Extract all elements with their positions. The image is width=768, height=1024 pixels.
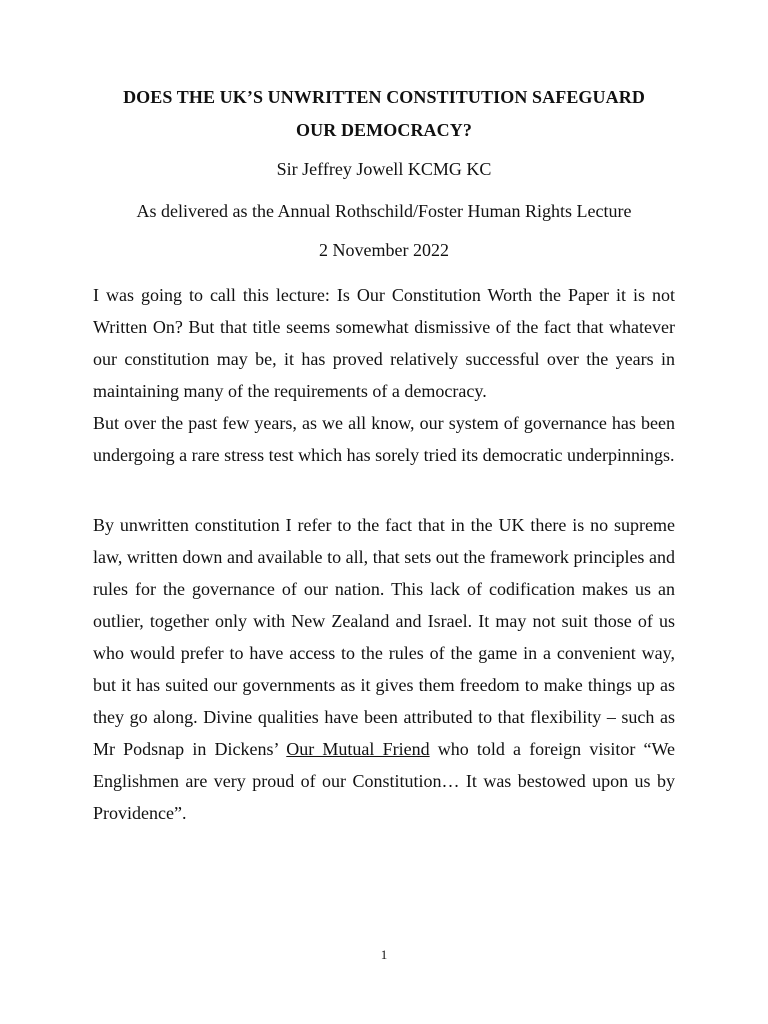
paragraph-3-text-after-book: who told a foreign visitor “We Englishmen are very proud of our Constitution… It was bestowed upon us by Providence”. (93, 739, 676, 823)
paragraph-1: I was going to call this lecture: Is Our Constitution Worth the Paper it is not Written On? But that title seems somewhat dismissive of the fact that whatever our constitution may be, it has proved relatively successful over the years in maintaining many of the requirements of a democracy. (93, 285, 675, 401)
document-title-line-1: DOES THE UK’S UNWRITTEN CONSTITUTION SAFEGUARD (123, 87, 645, 107)
paragraph-3 (93, 509, 675, 829)
book-title: Our Mutual Friend (286, 739, 430, 759)
paragraph-2: But over the past few years, as we all know, our system of governance has been undergoing a rare stress test which has sorely tried its democratic underpinnings. (93, 413, 675, 465)
lecture-subtitle: As delivered as the Annual Rothschild/Foster Human Rights Lecture (136, 201, 632, 221)
page-number: 1 (380, 947, 388, 962)
document-title-line-2: OUR DEMOCRACY? (296, 120, 472, 140)
lecture-date: 2 November 2022 (319, 240, 449, 260)
paragraph-3-text-before-book: By unwritten constitution I refer to the fact that in the UK there is no supreme law, written down and available to all, that sets out the framework principles and rules for the governance of our nation. This lack of codification makes us an outlier, together only with New Zealand and Israel. It may not suit those of us who would prefer to have access to the rules of the game in a convenient way, but it has suited our governments as it gives them freedom to make things up as they go along. Divine qualities have been attributed to that flexibility – such as Mr Podsnap in Dickens’ (93, 515, 675, 759)
author-name: Sir Jeffrey Jowell KCMG KC (276, 159, 492, 179)
